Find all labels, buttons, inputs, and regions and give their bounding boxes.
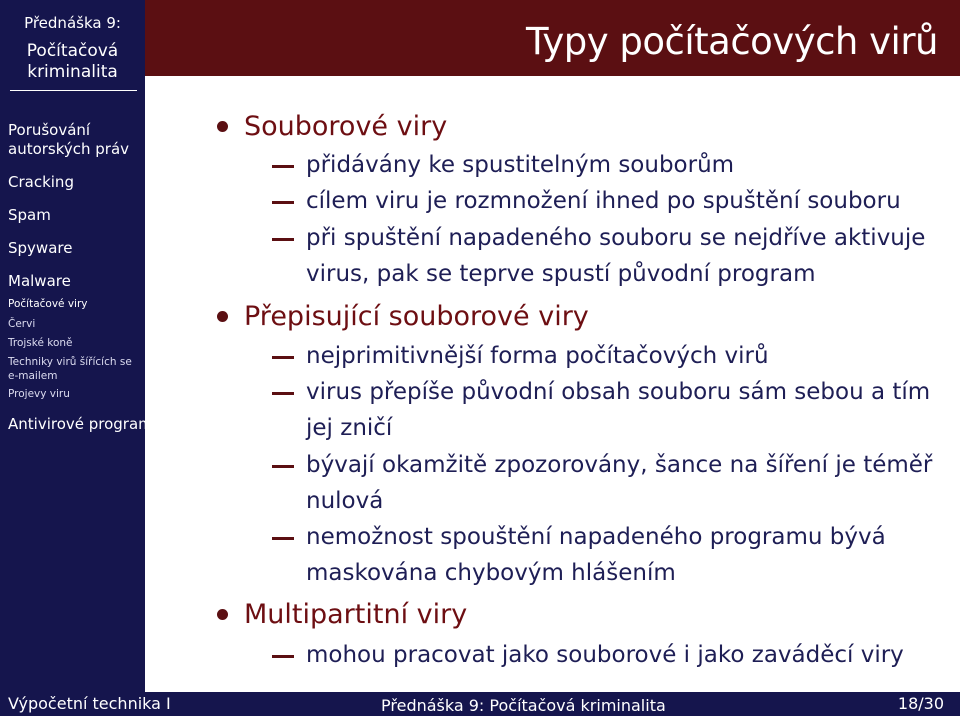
sidebar-item-malware[interactable]: Malware [8,272,71,290]
dash-icon [272,165,294,168]
section-heading: Přepisující souborové viry [244,301,589,332]
sidebar-item-label: Porušování [8,121,91,139]
dash-icon [272,537,294,540]
bullet-icon [217,311,228,322]
sidebar-lecture-line3[interactable]: kriminalita [27,62,118,82]
sidebar-item-label: Techniky virů šířících se [8,356,132,368]
slide-content [145,76,960,692]
slide-header [145,0,960,76]
list-item-continuation: virus, pak se teprve spustí původní program [306,261,816,287]
list-item: přidávány ke spustitelným souborům [306,152,735,178]
sidebar-lecture-line2[interactable]: Počítačová [26,41,119,61]
sidebar-item-antivirus[interactable]: Antivirové programy [8,415,162,433]
list-item: bývají okamžitě zpozorovány, šance na šíření je téměř [306,452,933,478]
list-item: nemožnost spouštění napadeného programu bývá [306,524,886,550]
sidebar-item-label: autorských práv [8,140,130,158]
sidebar-item-copyright[interactable] [8,121,129,159]
slide-footer [0,692,960,716]
section-heading: Souborové viry [244,111,448,142]
sidebar-item-worms[interactable]: Červi [8,318,36,330]
slide-title: Typy počítačových virů [526,20,938,63]
sidebar-item-spyware[interactable]: Spyware [8,239,73,257]
section-heading: Multipartitní viry [244,599,468,630]
sidebar-item-virus-symptoms[interactable]: Projevy viru [8,388,70,400]
footer-lecture[interactable]: Přednáška 9: Počítačová kriminalita [381,696,666,715]
list-item: virus přepíše původní obsah souboru sám sebou a tím [306,379,931,405]
sidebar-item-label: e-mailem [8,370,58,382]
sidebar-lecture-line1[interactable]: Přednáška 9: [24,14,121,32]
footer-page-number: 18/30 [897,694,944,713]
footer-course[interactable]: Výpočetní technika I [8,694,171,713]
list-item: při spuštění napadeného souboru se nejdříve aktivuje [306,225,926,251]
list-item-continuation: jej zničí [306,415,393,441]
sidebar-item-computer-viruses[interactable]: Počítačové viry [8,298,88,310]
dash-icon [272,392,294,395]
sidebar-navigation [0,0,162,692]
list-item: mohou pracovat jako souborové i jako zaváděcí viry [306,642,904,668]
dash-icon [272,238,294,241]
sidebar-item-email-techniques[interactable] [8,355,132,383]
dash-icon [272,356,294,359]
dash-icon [272,655,294,658]
dash-icon [272,465,294,468]
list-item-continuation: maskována chybovým hlášením [306,560,676,586]
list-item: cílem viru je rozmnožení ihned po spuštění souboru [306,188,901,214]
sidebar-item-spam[interactable]: Spam [8,206,51,224]
sidebar-item-trojans[interactable]: Trojské koně [8,337,73,349]
sidebar-item-cracking[interactable]: Cracking [8,173,74,191]
bullet-icon [217,609,228,620]
sidebar-divider [10,90,137,91]
list-item-continuation: nulová [306,488,384,514]
dash-icon [272,201,294,204]
bullet-icon [217,121,228,132]
list-item: nejprimitivnější forma počítačových virů [306,343,769,369]
